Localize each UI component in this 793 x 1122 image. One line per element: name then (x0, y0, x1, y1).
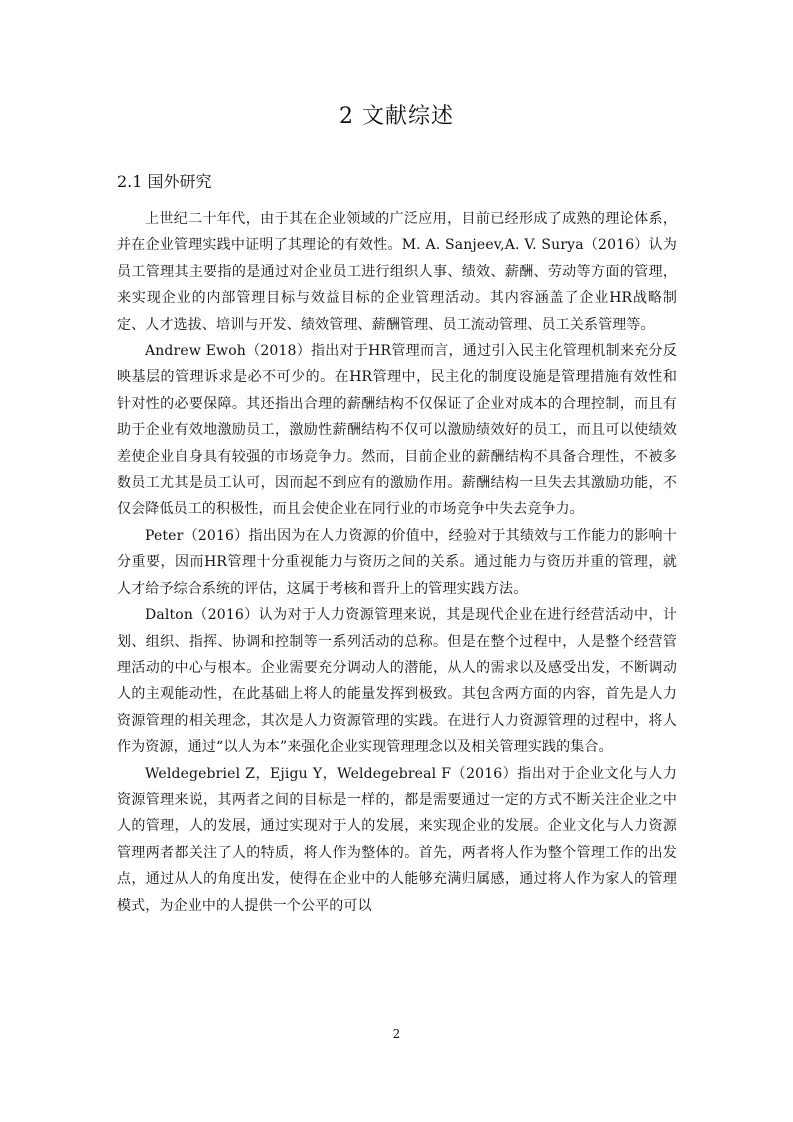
paragraph-1: 上世纪二十年代，由于其在企业领域的广泛应用，目前已经形成了成熟的理论体系，并在企业管理实践中证明了其理论的有效性。M. A. Sanjeev,A. V. Surya（2016）认为员工管理其主要指的是通过对企业员工进行组织人事、绩效、薪酬、劳动等方面的管理，来实现企业的内部管理目标与效益目标的企业管理活动。其内容涵盖了企业HR战略制定、人才选拔、培训与开发、绩效管理、薪酬管理、员工流动管理、员工关系管理等。 (117, 211, 677, 333)
paragraph-4: Dalton（2016）认为对于人力资源管理来说，其是现代企业在进行经营活动中，计划、组织、指挥、协调和控制等一系列活动的总称。但是在整个过程中，人是整个经营管理活动的中心与根本。企业需要充分调动人的潜能，从人的需求以及感受出发，不断调动人的主观能动性，在此基础上将人的能量发挥到极致。其包含两方面的内容，首先是人力资源管理的相关理念，其次是人力资源管理的实践。在进行人力资源管理的过程中，将人作为资源，通过“以人为本”来强化企业实现管理理念以及相关管理实践的集合。 (117, 607, 677, 756)
chapter-title: 2 文献综述 (339, 104, 454, 129)
section-heading: 2.1 国外研究 (117, 172, 212, 191)
paragraph-5: Weldegebriel Z，Ejigu Y，Weldegebreal F（2016）指出对于企业文化与人力资源管理来说，其两者之间的目标是一样的，都是需要通过一定的方式不断关注企业之中人的管理，人的发展，通过实现对于人的发展，来实现企业的发展。企业文化与人力资源管理两者都关注了人的特质，将人作为整体的。首先，两者将人作为整个管理工作的出发点，通过从人的角度出发，使得在企业中的人能够充满归属感，通过将人作为家人的管理模式，为企业中的人提供一个公平的可以 (117, 765, 677, 914)
paragraph-2: Andrew Ewoh（2018）指出对于HR管理而言，通过引入民主化管理机制来充分反映基层的管理诉求是必不可少的。在HR管理中，民主化的制度设施是管理措施有效性和针对性的必要保障。其还指出合理的薪酬结构不仅保证了企业对成本的合理控制，而且有助于企业有效地激励员工，激励性薪酬结构不仅可以激励绩效好的员工，而且可以使绩效差使企业自身具有较强的市场竞争力。然而，目前企业的薪酬结构不具备合理性，不被多数员工尤其是员工认可，因而起不到应有的激励作用。薪酬结构一旦失去其激励功能，不仅会降低员工的积极性，而且会使企业在同行业的市场竞争中失去竞争力。 (117, 343, 677, 518)
body-text (117, 206, 677, 919)
page-number: 2 (392, 1027, 401, 1041)
paragraph-3: Peter（2016）指出因为在人力资源的价值中，经验对于其绩效与工作能力的影响十分重要，因而HR管理十分重视能力与资历之间的关系。通过能力与资历并重的管理，就人才给予综合系统的评估，这属于考核和晋升上的管理实践方法。 (117, 527, 677, 597)
